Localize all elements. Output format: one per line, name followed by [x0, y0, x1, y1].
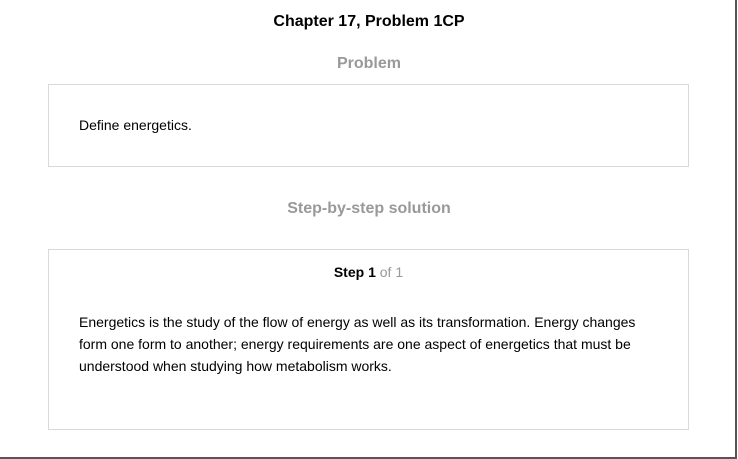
solution-card	[48, 249, 689, 430]
problem-heading: Problem	[336, 55, 401, 72]
step-total: 1	[395, 264, 404, 280]
step-of-label: of	[379, 264, 392, 280]
step-indicator	[49, 262, 688, 282]
step-label: Step	[333, 264, 365, 280]
problem-text: Define energetics.	[79, 117, 192, 133]
problem-card	[48, 84, 689, 167]
solution-heading: Step-by-step solution	[287, 200, 451, 217]
page-title: Chapter 17, Problem 1CP	[273, 13, 465, 30]
step-number: 1	[368, 264, 376, 280]
solution-text: Energetics is the study of the flow of energy as well as its transformation. Energy changes form one form to another; energy requirements are one aspect of energetics that must be understood when studying how metabolism works.	[79, 314, 636, 374]
